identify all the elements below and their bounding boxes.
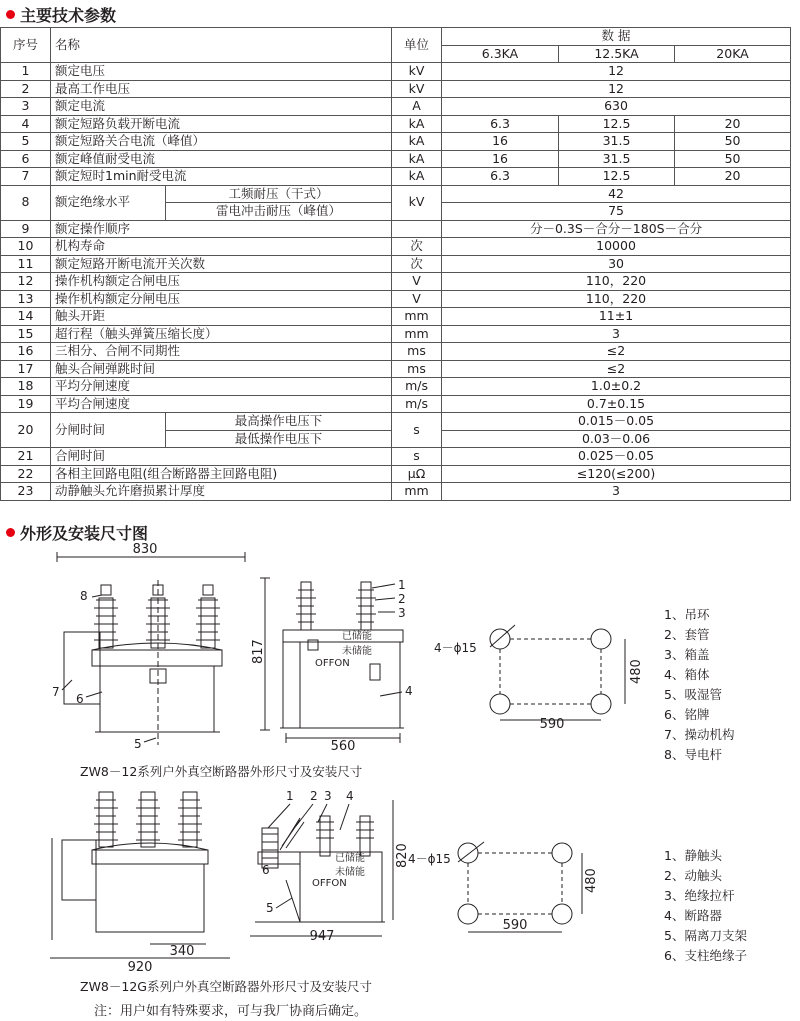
row-unit: kA bbox=[392, 168, 442, 186]
row-value: 3 bbox=[442, 325, 791, 343]
fig2-panel-onoff: OFFON bbox=[312, 878, 347, 889]
fig2-side-view bbox=[250, 789, 410, 944]
row-name: 额定绝缘水平 bbox=[51, 185, 166, 220]
fig1-front-view bbox=[52, 542, 245, 751]
row-value: 110，220 bbox=[442, 273, 791, 291]
spec-table bbox=[0, 27, 791, 501]
row-unit: kV bbox=[392, 185, 442, 220]
fig1-callout-6: 6 bbox=[76, 692, 84, 706]
row-value: ≤2 bbox=[442, 360, 791, 378]
fig1-callout-2: 2 bbox=[398, 592, 406, 606]
row-no: 23 bbox=[1, 483, 51, 501]
row-name: 各相主回路电阻(组合断路器主回路电阻) bbox=[51, 465, 392, 483]
fig1-panel-charged: 已储能 bbox=[342, 631, 372, 642]
table-row bbox=[1, 448, 791, 466]
header-col: 12.5KA bbox=[559, 45, 675, 63]
row-name: 额定电流 bbox=[51, 98, 392, 116]
row-value: 110，220 bbox=[442, 290, 791, 308]
fig2-front-view bbox=[50, 792, 230, 975]
row-no: 11 bbox=[1, 255, 51, 273]
fig2-dim-920: 920 bbox=[127, 960, 153, 975]
table-row bbox=[1, 343, 791, 361]
row-value: 0.03－0.06 bbox=[442, 430, 791, 448]
row-unit: V bbox=[392, 290, 442, 308]
section-title-specs bbox=[6, 3, 116, 26]
fig2-callout-1: 1 bbox=[286, 789, 294, 803]
row-name: 操作机构额定分闸电压 bbox=[51, 290, 392, 308]
bullet-dot bbox=[6, 10, 15, 19]
fig2-callout-6: 6 bbox=[262, 863, 270, 877]
fig2-dim-820: 820 bbox=[395, 843, 410, 868]
fig2-dim-590: 590 bbox=[502, 918, 528, 933]
row-value: ≤120(≤200) bbox=[442, 465, 791, 483]
fig2-panel-charged: 已储能 bbox=[335, 853, 365, 864]
row-no: 10 bbox=[1, 238, 51, 256]
fig1-callout-8: 8 bbox=[80, 589, 88, 603]
table-row bbox=[1, 413, 791, 431]
table-row bbox=[1, 98, 791, 116]
row-value: 16 bbox=[442, 150, 559, 168]
row-unit: m/s bbox=[392, 395, 442, 413]
header-name: 名称 bbox=[51, 28, 392, 63]
section-title-specs-text: 主要技术参数 bbox=[20, 6, 117, 25]
fig1-callout-3: 3 bbox=[398, 606, 406, 620]
row-name: 动静触头允许磨损累计厚度 bbox=[51, 483, 392, 501]
table-row bbox=[1, 168, 791, 186]
row-no: 8 bbox=[1, 185, 51, 220]
row-value: 0.015－0.05 bbox=[442, 413, 791, 431]
row-no: 5 bbox=[1, 133, 51, 151]
fig2-callout-2: 2 bbox=[310, 789, 318, 803]
table-row bbox=[1, 465, 791, 483]
row-unit: kA bbox=[392, 150, 442, 168]
row-no: 18 bbox=[1, 378, 51, 396]
row-value: 50 bbox=[675, 133, 791, 151]
row-unit: kA bbox=[392, 115, 442, 133]
row-value: 31.5 bbox=[559, 150, 675, 168]
row-name: 触头开距 bbox=[51, 308, 392, 326]
fig1-hole-pattern bbox=[434, 625, 644, 732]
fig1-dim-560: 560 bbox=[330, 739, 356, 754]
row-no: 2 bbox=[1, 80, 51, 98]
table-row bbox=[1, 115, 791, 133]
table-row bbox=[1, 395, 791, 413]
row-value: 11±1 bbox=[442, 308, 791, 326]
row-value: 12.5 bbox=[559, 115, 675, 133]
row-value: 10000 bbox=[442, 238, 791, 256]
fig2-hole-pattern bbox=[408, 842, 599, 933]
row-unit: mm bbox=[392, 483, 442, 501]
fig2-callout-4: 4 bbox=[346, 789, 354, 803]
row-unit: kV bbox=[392, 63, 442, 81]
row-no: 1 bbox=[1, 63, 51, 81]
header-col: 20KA bbox=[675, 45, 791, 63]
row-value: 630 bbox=[442, 98, 791, 116]
row-unit: 次 bbox=[392, 238, 442, 256]
legend-item: 7、操动机构 bbox=[664, 727, 735, 742]
row-unit: kA bbox=[392, 133, 442, 151]
row-name: 机构寿命 bbox=[51, 238, 392, 256]
row-name: 额定短时1min耐受电流 bbox=[51, 168, 392, 186]
row-value: 30 bbox=[442, 255, 791, 273]
row-no: 21 bbox=[1, 448, 51, 466]
row-value: 12.5 bbox=[559, 168, 675, 186]
row-no: 3 bbox=[1, 98, 51, 116]
legend-item: 6、支柱绝缘子 bbox=[664, 948, 747, 963]
row-no: 17 bbox=[1, 360, 51, 378]
table-row bbox=[1, 273, 791, 291]
legend-item: 2、套管 bbox=[664, 627, 710, 642]
fig1-side-view bbox=[251, 578, 413, 754]
row-sublabel: 最高操作电压下 bbox=[166, 413, 392, 431]
section-title-drawings-text: 外形及安装尺寸图 bbox=[20, 524, 149, 543]
row-no: 19 bbox=[1, 395, 51, 413]
row-name: 超行程（触头弹簧压缩长度） bbox=[51, 325, 392, 343]
fig2-caption: ZW8－12G系列户外真空断路器外形尺寸及安装尺寸 bbox=[80, 979, 372, 994]
table-row bbox=[1, 325, 791, 343]
fig1-hole-spec: 4－ϕ15 bbox=[434, 641, 477, 655]
table-row bbox=[1, 63, 791, 81]
fig2-panel-uncharged: 未储能 bbox=[335, 867, 365, 878]
fig1-dim-590: 590 bbox=[539, 717, 565, 732]
row-name: 平均合闸速度 bbox=[51, 395, 392, 413]
row-sublabel: 雷电冲击耐压（峰值） bbox=[166, 203, 392, 221]
legend-item: 6、铭牌 bbox=[664, 707, 710, 722]
row-name: 平均分闸速度 bbox=[51, 378, 392, 396]
insulator bbox=[296, 582, 316, 630]
row-unit: A bbox=[392, 98, 442, 116]
fig1-callout-7: 7 bbox=[52, 685, 60, 699]
fig1-callout-4: 4 bbox=[405, 684, 413, 698]
fig1-caption: ZW8－12系列户外真空断路器外形尺寸及安装尺寸 bbox=[80, 764, 363, 779]
row-no: 14 bbox=[1, 308, 51, 326]
row-value: 6.3 bbox=[442, 115, 559, 133]
row-value: 0.025－0.05 bbox=[442, 448, 791, 466]
insulator bbox=[316, 816, 334, 856]
insulator bbox=[178, 792, 202, 847]
legend-item: 1、吊环 bbox=[664, 607, 710, 622]
row-no: 7 bbox=[1, 168, 51, 186]
fig1-panel-onoff: OFFON bbox=[315, 658, 350, 669]
fig2-callout-3: 3 bbox=[324, 789, 332, 803]
table-row bbox=[1, 220, 791, 238]
table-row bbox=[1, 378, 791, 396]
row-no: 20 bbox=[1, 413, 51, 448]
row-no: 15 bbox=[1, 325, 51, 343]
row-no: 22 bbox=[1, 465, 51, 483]
row-value: 75 bbox=[442, 203, 791, 221]
fig2-callout-5: 5 bbox=[266, 901, 274, 915]
insulator bbox=[356, 582, 376, 630]
row-name: 分闸时间 bbox=[51, 413, 166, 448]
fig1-panel-uncharged: 未储能 bbox=[342, 646, 372, 657]
row-value: 分－0.3S－合分－180S－合分 bbox=[442, 220, 791, 238]
row-unit: s bbox=[392, 413, 442, 448]
row-unit: ms bbox=[392, 343, 442, 361]
legend-item: 3、箱盖 bbox=[664, 647, 710, 662]
table-row bbox=[1, 360, 791, 378]
legend-item: 8、导电杆 bbox=[664, 747, 722, 762]
row-name: 额定电压 bbox=[51, 63, 392, 81]
row-value: 0.7±0.15 bbox=[442, 395, 791, 413]
table-row bbox=[1, 483, 791, 501]
table-row bbox=[1, 290, 791, 308]
legend-item: 4、断路器 bbox=[664, 908, 722, 923]
row-value: 16 bbox=[442, 133, 559, 151]
row-name: 额定短路开断电流开关次数 bbox=[51, 255, 392, 273]
row-name: 触头合闸弹跳时间 bbox=[51, 360, 392, 378]
row-value: 3 bbox=[442, 483, 791, 501]
row-unit: 次 bbox=[392, 255, 442, 273]
row-value: 42 bbox=[442, 185, 791, 203]
row-unit bbox=[392, 220, 442, 238]
row-value: 20 bbox=[675, 115, 791, 133]
row-sublabel: 工频耐压（干式） bbox=[166, 185, 392, 203]
insulator bbox=[94, 792, 118, 847]
row-name: 额定短路负载开断电流 bbox=[51, 115, 392, 133]
fig2-dim-947: 947 bbox=[309, 929, 335, 944]
footnote: 注：用户如有特殊要求，可与我厂协商后确定。 bbox=[94, 1004, 368, 1019]
insulator bbox=[136, 792, 160, 847]
legend-item: 1、静触头 bbox=[664, 848, 722, 863]
row-value: 12 bbox=[442, 63, 791, 81]
row-name: 三相分、合闸不同期性 bbox=[51, 343, 392, 361]
row-value: 20 bbox=[675, 168, 791, 186]
fig2-dim-480: 480 bbox=[584, 868, 599, 893]
insulator bbox=[356, 816, 374, 856]
row-no: 4 bbox=[1, 115, 51, 133]
row-name: 额定峰值耐受电流 bbox=[51, 150, 392, 168]
table-row bbox=[1, 238, 791, 256]
row-no: 6 bbox=[1, 150, 51, 168]
fig1-callout-1: 1 bbox=[398, 578, 406, 592]
row-value: 50 bbox=[675, 150, 791, 168]
fig2-hole-spec: 4－ϕ15 bbox=[408, 852, 451, 866]
row-name: 额定操作顺序 bbox=[51, 220, 392, 238]
row-name: 合闸时间 bbox=[51, 448, 392, 466]
table-row bbox=[1, 255, 791, 273]
row-value: ≤2 bbox=[442, 343, 791, 361]
row-value: 31.5 bbox=[559, 133, 675, 151]
header-no: 序号 bbox=[1, 28, 51, 63]
fig1-dim-830: 830 bbox=[132, 542, 158, 557]
row-unit: m/s bbox=[392, 378, 442, 396]
row-no: 13 bbox=[1, 290, 51, 308]
header-unit: 单位 bbox=[392, 28, 442, 63]
row-no: 16 bbox=[1, 343, 51, 361]
legend-item: 5、吸湿管 bbox=[664, 687, 722, 702]
fig1-dim-480: 480 bbox=[629, 659, 644, 684]
row-name: 最高工作电压 bbox=[51, 80, 392, 98]
row-unit: μΩ bbox=[392, 465, 442, 483]
table-row bbox=[1, 80, 791, 98]
row-value: 1.0±0.2 bbox=[442, 378, 791, 396]
insulator bbox=[94, 585, 118, 648]
legend-item: 2、动触头 bbox=[664, 868, 722, 883]
fig1-legend bbox=[664, 605, 734, 765]
row-unit: ms bbox=[392, 360, 442, 378]
legend-item: 3、绝缘拉杆 bbox=[664, 888, 735, 903]
bullet-dot bbox=[6, 528, 15, 537]
fig1-callout-5: 5 bbox=[134, 737, 142, 751]
insulator bbox=[196, 585, 220, 648]
header-col: 6.3KA bbox=[442, 45, 559, 63]
row-name: 操作机构额定合闸电压 bbox=[51, 273, 392, 291]
row-unit: mm bbox=[392, 308, 442, 326]
table-row bbox=[1, 150, 791, 168]
header-data: 数 据 bbox=[442, 28, 791, 46]
row-unit: s bbox=[392, 448, 442, 466]
row-no: 9 bbox=[1, 220, 51, 238]
row-name: 额定短路关合电流（峰值） bbox=[51, 133, 392, 151]
row-unit: mm bbox=[392, 325, 442, 343]
fig1-dim-817: 817 bbox=[251, 639, 266, 664]
row-value: 12 bbox=[442, 80, 791, 98]
table-row bbox=[1, 185, 791, 203]
row-unit: kV bbox=[392, 80, 442, 98]
table-row bbox=[1, 133, 791, 151]
table-header-row bbox=[1, 28, 791, 46]
fig2-dim-340: 340 bbox=[169, 944, 195, 959]
fig2-legend bbox=[664, 846, 747, 966]
table-row bbox=[1, 308, 791, 326]
row-unit: V bbox=[392, 273, 442, 291]
row-sublabel: 最低操作电压下 bbox=[166, 430, 392, 448]
legend-item: 5、隔离刀支架 bbox=[664, 928, 747, 943]
row-no: 12 bbox=[1, 273, 51, 291]
row-value: 6.3 bbox=[442, 168, 559, 186]
legend-item: 4、箱体 bbox=[664, 667, 710, 682]
